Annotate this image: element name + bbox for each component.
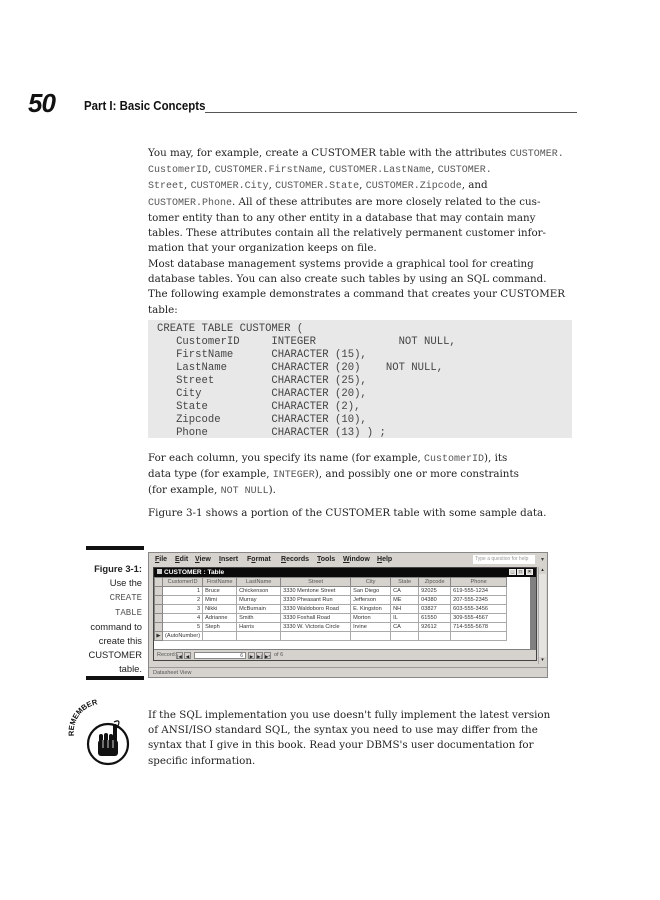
vertical-scrollbar[interactable]	[538, 567, 546, 664]
text: mation that your organization keeps on file.	[148, 242, 377, 255]
table-cell[interactable]: E. Kingston	[351, 605, 391, 614]
column-header[interactable]: City	[351, 578, 391, 587]
table-cell[interactable]: 92025	[419, 587, 451, 596]
column-header[interactable]: Phone	[451, 578, 507, 587]
code-text: CUSTOMER.FirstName	[214, 165, 323, 177]
table-cell[interactable]: 3	[163, 605, 203, 614]
table-cell[interactable]: 04380	[419, 596, 451, 605]
text: ), and possibly one or more constraints	[314, 468, 519, 481]
text-line: database tables. You can also create such tables by using an SQL command.	[148, 273, 547, 286]
caption-line: Use the	[109, 577, 142, 588]
code-line: Phone CHARACTER (13) ) ;	[157, 427, 386, 439]
column-header[interactable]: Zipcode	[419, 578, 451, 587]
paragraph-figure-ref: Figure 3-1 shows a portion of the CUSTOMER table with some sample data.	[148, 507, 547, 519]
menu-file[interactable]: File	[155, 556, 168, 563]
table-cell[interactable]: Nikki	[203, 605, 237, 614]
code-text: CUSTOMER.City	[190, 181, 269, 193]
text: , and	[461, 179, 488, 192]
datasheet-table	[154, 577, 507, 641]
record-count: of 6	[274, 652, 284, 658]
record-number-input[interactable]: 6	[194, 652, 246, 659]
table-cell[interactable]	[237, 632, 281, 641]
table-cell[interactable]	[203, 632, 237, 641]
code-text: CUSTOMER.Zipcode	[365, 181, 462, 193]
status-bar: Datasheet View	[149, 667, 547, 677]
last-record-button[interactable]: ▶|	[257, 654, 262, 659]
paragraph-column-spec	[148, 451, 574, 500]
scroll-up-icon[interactable]: ▴	[539, 567, 546, 574]
previous-record-button[interactable]: ◀	[185, 654, 190, 659]
text: ).	[268, 484, 276, 497]
table-row[interactable]	[155, 596, 507, 605]
table-cell[interactable]: Jefferson	[351, 596, 391, 605]
close-button[interactable]: ×	[526, 569, 533, 575]
text-line: table:	[148, 303, 178, 316]
text: ,	[184, 179, 191, 192]
sql-code-block	[148, 320, 572, 438]
text: ,	[268, 179, 276, 192]
table-cell[interactable]	[419, 632, 451, 641]
table-cell[interactable]: ME	[391, 596, 419, 605]
table-cell[interactable]: 5	[163, 623, 203, 632]
header-rule	[205, 112, 577, 113]
menu-window[interactable]: Window	[343, 556, 370, 563]
new-record-button[interactable]: ▶*	[265, 654, 271, 659]
table-cell[interactable]: Chickenson	[237, 587, 281, 596]
new-record-row[interactable]	[155, 632, 507, 641]
code-text: CUSTOMER.	[437, 165, 492, 177]
table-icon	[157, 569, 162, 574]
text: ,	[431, 163, 438, 176]
table-cell[interactable]: Harris	[237, 623, 281, 632]
menu-view[interactable]: View	[195, 556, 211, 563]
menu-edit[interactable]: Edit	[175, 556, 189, 563]
row-selector[interactable]	[155, 596, 163, 605]
help-search-input[interactable]: Type a question for help	[473, 555, 535, 564]
table-cell[interactable]: Smith	[237, 614, 281, 623]
column-header[interactable]: Street	[281, 578, 351, 587]
table-cell[interactable]: 714-555-5678	[451, 623, 507, 632]
text: You may, for example, create a CUSTOMER table with the attributes	[148, 147, 510, 159]
code-line: CustomerID INTEGER NOT NULL,	[157, 336, 456, 348]
table-cell[interactable]	[281, 632, 351, 641]
caption-bar-bottom	[86, 676, 144, 680]
text: (for example,	[148, 484, 221, 497]
code-text: Street	[148, 181, 185, 193]
row-selector[interactable]	[155, 614, 163, 623]
text: data type (for example,	[148, 468, 273, 481]
first-record-button[interactable]: |◀	[177, 654, 182, 659]
table-cell[interactable]: 309-555-4567	[451, 614, 507, 623]
table-row[interactable]	[155, 605, 507, 614]
maximize-button[interactable]: □	[518, 569, 523, 575]
table-cell[interactable]: 603-555-3456	[451, 605, 507, 614]
table-cell[interactable]: Murray	[237, 596, 281, 605]
current-row-indicator-icon[interactable]: ▶	[156, 633, 161, 639]
caption-code: TABLE	[114, 608, 142, 618]
table-cell[interactable]: Mimi	[203, 596, 237, 605]
table-cell[interactable]: CA	[391, 623, 419, 632]
row-selector[interactable]	[155, 587, 163, 596]
menu-records[interactable]: Records	[281, 556, 310, 563]
caption-line: table.	[119, 663, 142, 674]
table-cell[interactable]: 03827	[419, 605, 451, 614]
table-cell[interactable]: 3330 W. Victoria Circle	[281, 623, 351, 632]
code-text: CustomerID	[148, 165, 209, 177]
column-header[interactable]: LastName	[237, 578, 281, 587]
record-navigation	[154, 650, 536, 660]
table-cell[interactable]	[351, 632, 391, 641]
text-line: The following example demonstrates a command that creates your CUSTOMER	[148, 288, 566, 301]
code-line: Street CHARACTER (25),	[157, 375, 367, 387]
row-selector[interactable]	[155, 623, 163, 632]
table-row[interactable]	[155, 614, 507, 623]
code-text: INTEGER	[272, 470, 315, 482]
caption-line: CUSTOMER	[88, 649, 142, 660]
table-cell[interactable]: Morton	[351, 614, 391, 623]
text: . All of these attributes are more closely related to the cus-	[232, 195, 541, 208]
table-cell[interactable]	[391, 632, 419, 641]
caption-code: CREATE	[109, 593, 142, 603]
next-record-button[interactable]: ▶	[249, 654, 254, 659]
table-cell[interactable]: 3330 Pheasant Run	[281, 596, 351, 605]
code-text: CUSTOMER.State	[275, 181, 360, 193]
menu-format[interactable]: Format	[247, 556, 271, 563]
table-cell[interactable]: 92612	[419, 623, 451, 632]
code-text: CUSTOMER.Phone	[148, 197, 233, 209]
dropdown-arrow-icon[interactable]: ▾	[540, 557, 544, 563]
paragraph-attributes	[148, 146, 574, 256]
text: For each column, you specify its name (for example,	[148, 452, 425, 464]
table-cell[interactable]: Steph	[203, 623, 237, 632]
table-cell[interactable]: 3330 Foxhall Road	[281, 614, 351, 623]
code-text: CustomerID	[424, 454, 485, 465]
caption-bar-top	[86, 546, 144, 550]
table-cell[interactable]: Bruce	[203, 587, 237, 596]
table-cell[interactable]: NH	[391, 605, 419, 614]
table-window	[153, 567, 537, 661]
table-cell[interactable]: 619-555-1234	[451, 587, 507, 596]
text: ,	[322, 163, 330, 176]
menu-help[interactable]: Help	[377, 556, 393, 563]
table-cell[interactable]: Adrianne	[203, 614, 237, 623]
table-cell[interactable]: 4	[163, 614, 203, 623]
record-label: Record:	[157, 652, 177, 658]
access-window	[148, 552, 548, 678]
text-line: Most database management systems provide a graphical tool for creating	[148, 258, 534, 270]
part-title: Part I: Basic Concepts	[84, 98, 206, 113]
text: ), its	[484, 452, 508, 464]
paragraph-graphical-tool	[148, 257, 574, 318]
figure-caption	[82, 562, 142, 676]
caption-line: command to	[90, 621, 142, 632]
table-cell[interactable]: 207-555-2345	[451, 596, 507, 605]
column-header[interactable]: State	[391, 578, 419, 587]
table-cell[interactable]: Irvine	[351, 623, 391, 632]
menu-tools[interactable]: Tools	[317, 556, 336, 563]
code-line: LastName CHARACTER (20) NOT NULL,	[157, 362, 444, 374]
code-text: NOT NULL	[220, 486, 269, 498]
table-cell[interactable]: IL	[391, 614, 419, 623]
table-cell[interactable]: 1	[163, 587, 203, 596]
table-cell[interactable]: McBurnain	[237, 605, 281, 614]
page-number: 50	[28, 88, 55, 118]
minimize-button[interactable]: _	[509, 569, 516, 575]
code-text: CUSTOMER.LastName	[329, 165, 432, 177]
column-header[interactable]: CustomerID	[163, 578, 203, 587]
text: tomer entity than to any other entity in a database that may contain many	[148, 211, 536, 224]
table-cell[interactable]: San Diego	[351, 587, 391, 596]
table-row[interactable]	[155, 623, 507, 632]
menu-bar	[149, 553, 547, 567]
table-window-title	[154, 568, 536, 577]
text: ,	[359, 179, 366, 192]
text: ,	[208, 163, 215, 176]
code-line: Zipcode CHARACTER (10),	[157, 414, 367, 426]
text-line: of ANSI/ISO standard SQL, the syntax you need to use may differ from the	[148, 724, 538, 737]
code-text: CUSTOMER.	[509, 149, 564, 160]
text-line: specific information.	[148, 754, 256, 767]
row-selector[interactable]	[155, 605, 163, 614]
table-title-text: CUSTOMER : Table	[164, 569, 225, 576]
table-cell[interactable]: CA	[391, 587, 419, 596]
text-line: If the SQL implementation you use doesn't fully implement the latest version	[148, 709, 551, 721]
table-cell[interactable]: 3330 Mentone Street	[281, 587, 351, 596]
autonumber-cell[interactable]: (AutoNumber)	[163, 632, 203, 641]
text-line: syntax that I give in this book. Read your DBMS's user documentation for	[148, 739, 534, 752]
caption-title: Figure 3-1:	[94, 563, 142, 574]
table-cell[interactable]: 3330 Waldoboro Road	[281, 605, 351, 614]
table-cell[interactable]: 2	[163, 596, 203, 605]
header-row	[155, 578, 507, 587]
code-line: State CHARACTER (2),	[157, 401, 361, 413]
code-line: CREATE TABLE CUSTOMER (	[157, 323, 304, 335]
column-header[interactable]: FirstName	[203, 578, 237, 587]
code-line: City CHARACTER (20),	[157, 388, 367, 400]
scroll-down-icon[interactable]: ▾	[539, 657, 546, 664]
row-selector-header[interactable]	[155, 578, 163, 587]
table-row[interactable]	[155, 587, 507, 596]
remember-icon-label: REMEMBER	[66, 698, 99, 737]
caption-line: create this	[98, 635, 142, 646]
datasheet-grid	[154, 577, 530, 649]
paragraph-remember	[148, 708, 574, 769]
table-cell[interactable]: 61550	[419, 614, 451, 623]
table-cell[interactable]	[451, 632, 507, 641]
menu-insert[interactable]: Insert	[219, 556, 239, 563]
code-line: FirstName CHARACTER (15),	[157, 349, 367, 361]
text: tables. These attributes contain all the relatively permanent customer infor-	[148, 227, 547, 240]
remember-icon	[66, 698, 136, 768]
